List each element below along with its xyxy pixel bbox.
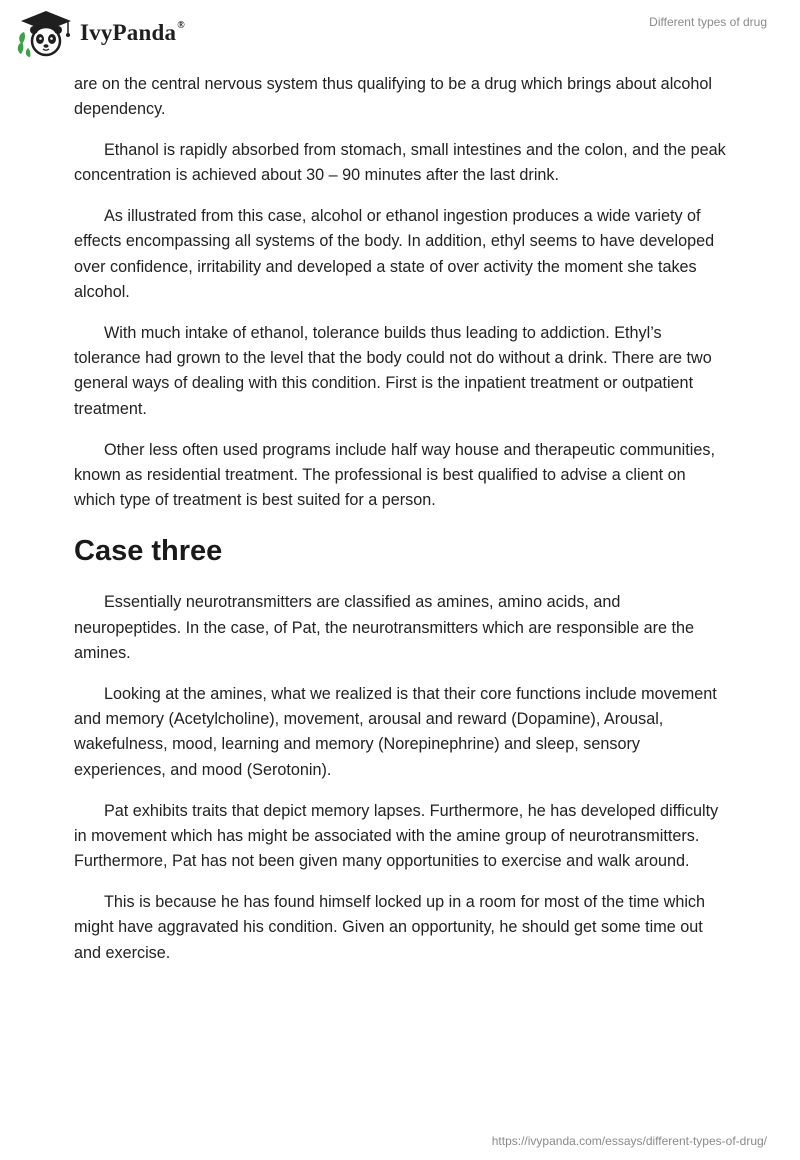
- document-title: Different types of drug: [649, 15, 767, 29]
- registered-mark: ®: [177, 20, 185, 31]
- paragraph: Other less often used programs include half way house and therapeutic communities, known as residential treatment. The professional is best qualified to advise a client on which type of treatment is best suited for a person.: [74, 440, 715, 510]
- paragraph: As illustrated from this case, alcohol or ethanol ingestion produces a wide variety of effects encompassing all systems of the body. In addition, ethyl seems to have developed over confidence, irritability and developed a state of over activity the moment she takes alcohol.: [74, 207, 715, 302]
- footer-url[interactable]: https://ivypanda.com/essays/different-types-of-drug/: [491, 1134, 767, 1148]
- paragraph: Looking at the amines, what we realized is that their core functions include movement and memory (Acetylcholine), movement, arousal and reward (Dopamine), Arousal, wakefulness, mood, learning and memory (Norepinephrine) and sleep, sensory experiences, and mood (Serotonin).: [74, 684, 717, 779]
- paragraph: Pat exhibits traits that depict memory lapses. Furthermore, he has developed difficulty in movement which has might be associated with the amine group of neurotransmitters. Furthermore, Pat has not been given many opportunities to exercise and walk around.: [74, 801, 719, 871]
- section-heading: Case three: [74, 535, 223, 568]
- paragraph: Ethanol is rapidly absorbed from stomach, small intestines and the colon, and the peak concentration is achieved about 30 – 90 minutes after the last drink.: [74, 141, 726, 185]
- essay-content: [74, 72, 728, 981]
- paragraph: With much intake of ethanol, tolerance builds thus leading to addiction. Ethyl’s tolerance had grown to the level that the body could not do without a drink. There are two general ways of dealing with this condition. First is the inpatient treatment or outpatient treatment.: [74, 323, 712, 418]
- paragraph: are on the central nervous system thus qualifying to be a drug which brings about alcohol dependency.: [74, 75, 712, 119]
- paragraph: This is because he has found himself locked up in a room for most of the time which might have aggravated his condition. Given an opportunity, he should get some time out and exercise.: [74, 892, 706, 962]
- brand-name-text: IvyPanda: [80, 20, 177, 45]
- panda-graduate-logo-icon: [16, 8, 74, 58]
- ivypanda-logo[interactable]: [16, 8, 185, 58]
- brand-name: [80, 20, 185, 46]
- paragraph: Essentially neurotransmitters are classified as amines, amino acids, and neuropeptides. In the case, of Pat, the neurotransmitters which are responsible are the amines.: [74, 593, 694, 663]
- page-header: [0, 0, 800, 66]
